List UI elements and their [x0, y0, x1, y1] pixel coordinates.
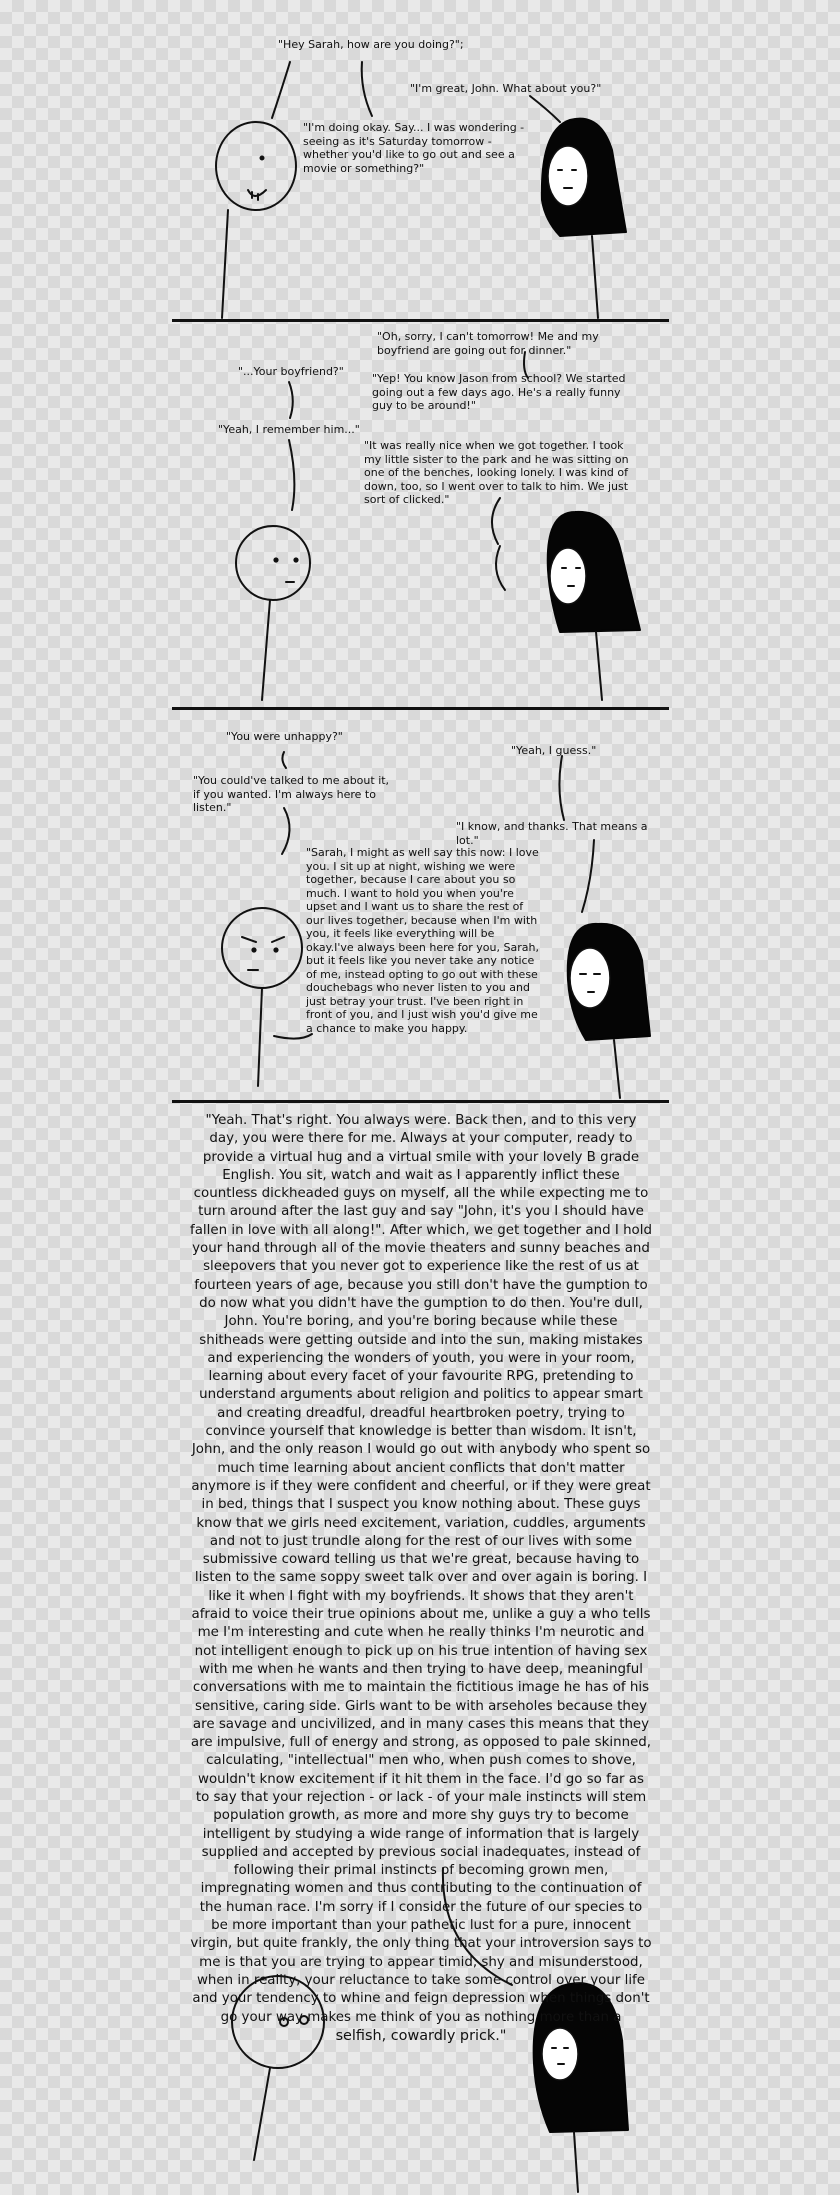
dialogue-john: "I'm doing okay. Say... I was wondering - seeing as it's Saturday tomorrow - whether you'd like to go out and see a movie or something?"	[303, 121, 525, 175]
dialogue-john: "Sarah, I might as well say this now: I love you. I sit up at night, wishing we were together, because I care about you so much. I want to hold you when you're upset and I want us to share the rest of our lives together, because when I'm with you, it feels like everything will be okay.I've always been here for you, Sarah, but it feels like you never take any notice of me, instead opting to go out with these douchebags who never listen to you and just betray your trust. I've been right in front of you, and I just wish you'd give me a chance to make you happy.	[306, 846, 539, 1035]
panel-1-art	[216, 62, 626, 318]
dialogue-sarah: "Yep! You know Jason from school? We started going out a few days ago. He's a really funny guy to be around!"	[372, 372, 626, 412]
dialogue-sarah: "Yeah, I guess."	[511, 744, 597, 757]
monologue-final: selfish, cowardly prick."	[335, 2027, 507, 2044]
panel-divider	[172, 319, 669, 322]
dialogue-john: "Yeah, I remember him..."	[218, 423, 360, 436]
dialogue-sarah: "I'm great, John. What about you?"	[410, 82, 602, 95]
dialogue-sarah: "It was really nice when we got together. I took my little sister to the park and he was sitting on one of the benches, looking lonely. I was kind of down, too, so I went over to talk to him. We just sort of clicked."	[364, 439, 629, 506]
panel-divider	[172, 1100, 669, 1103]
dialogue-sarah: "I know, and thanks. That means a lot."	[456, 820, 648, 847]
monologue-body: "Yeah. That's right. You always were. Back then, and to this very day, you were there for me. Always at your computer, ready to provide a virtual hug and a virtual smile with your lovely B grade English. You sit, watch and wait as I apparently inflict these countless dickheaded guys on myself, all the while expecting me to turn around after the last guy and say "John, it's you I should have fallen in love with all along!". After which, we get together and I hold your hand through all of the movie theaters and sunny beaches and sleepovers that you never got to experience like the rest of us at fourteen years of age, because you still don't have the gumption to do now what you didn't have the gumption to do then. You're dull, John. You're boring, and you're boring because while these shitheads were getting outside and into the sun, making mistakes and experiencing the wonders of youth, you were in your room, learning about every facet of your favourite RPG, pretending to understand arguments about religion and politics to appear smart and creating dreadful, dreadful heartbroken poetry, trying to convince yourself that knowledge is better than wisdom. It isn't, John, and the only reason I would go out with anybody who spent so much time learning about ancient conflicts that don't matter anymore is if they were confident and cheerful, or if they were great in bed, things that I suspect you know nothing about. These guys know that we girls need excitement, variation, cuddles, arguments and not to just trundle along for the rest of our lives with some submissive coward telling us that we're great, because having to listen to the same soppy sweet talk over and over again is boring. I like it when I fight with my boyfriends. It shows that they aren't afraid to voice their true opinions about me, unlike a guy a who tells me I'm interesting and cute when he really thinks I'm neurotic and not intelligent enough to pick up on his true intention of having sex with me when he wants and then trying to have deep, meaningful conversations with me to maintain the fictitious image he has of his sensitive, caring side. Girls want to be with arseholes because they are savage and uncivilized, and in many cases this means that they are impulsive, full of energy and strong, as opposed to pale skinned, calculating, "intellectual" men who, when push comes to shove, wouldn't know excitement if it hit them in the face. I'd go so far as to say that your rejection - or lack - of your male instincts will stem population growth, as more and more shy guys try to become intelligent by studying a wide range of information that is largely supplied and accepted by previous social inadequates, instead of following their primal instincts of becoming grown men, impregnating women and thus contributing to the continuation of the human race. I'm sorry if I consider the future of our species to be more important than your pathetic lust for a pure, innocent virgin, but quite frankly, the only thing that your introversion says to me is that you are trying to appear timid, shy and misunderstood, when in reality, your reluctance to take some control over your life and your tendency to whine and feign depression when things don't go your way makes me think of you as nothing more than a	[190, 1113, 652, 2025]
john-head	[222, 908, 302, 988]
dialogue-john: "You were unhappy?"	[226, 730, 343, 743]
panel-divider	[172, 707, 669, 710]
john-head	[236, 526, 310, 600]
monologue-sarah	[190, 1112, 652, 2046]
dialogue-sarah: "Oh, sorry, I can't tomorrow! Me and my boyfriend are going out for dinner."	[377, 330, 599, 357]
dialogue-john: "...Your boyfriend?"	[238, 365, 344, 378]
dialogue-john: "You could've talked to me about it, if you wanted. I'm always here to listen."	[193, 774, 390, 814]
dialogue-john: "Hey Sarah, how are you doing?";	[278, 38, 464, 51]
